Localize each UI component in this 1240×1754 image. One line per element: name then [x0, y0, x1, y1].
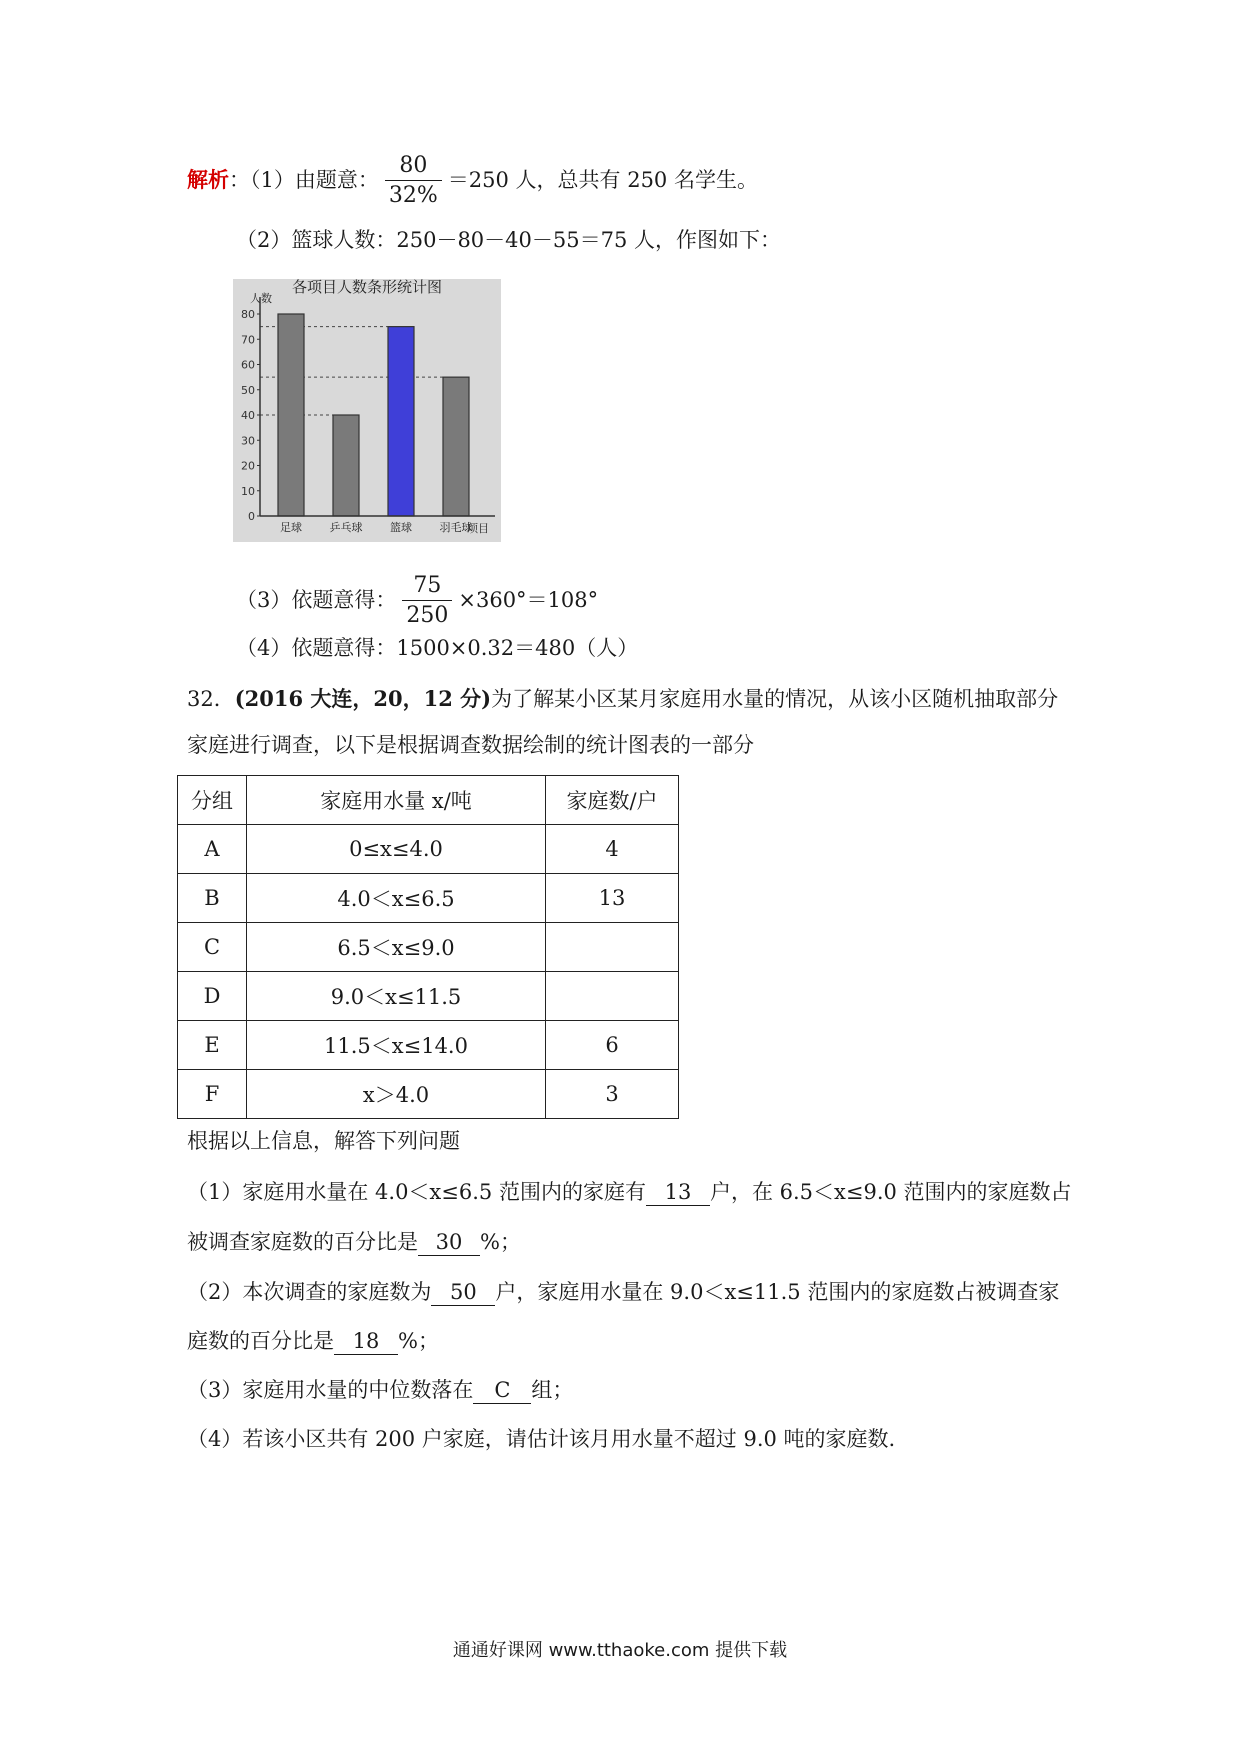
question-text: %；	[398, 1329, 439, 1353]
table-cell	[546, 972, 679, 1021]
analysis-p3-suffix: ×360°＝108°	[458, 588, 599, 612]
chart-y-tick-label: 70	[241, 333, 255, 347]
analysis-line-2: （2）篮球人数：250－80－40－55＝75 人，作图如下：	[236, 228, 782, 252]
table-header-cell: 分组	[178, 776, 247, 825]
chart-xlabel: 项目	[467, 522, 489, 535]
fraction-80-over-32pct	[385, 152, 442, 211]
fraction-75-over-250	[402, 572, 452, 631]
chart-y-tick-label: 10	[241, 484, 255, 498]
question-3	[187, 1375, 573, 1405]
table-cell: 4.0＜x≤6.5	[247, 874, 546, 923]
analysis-p3-prefix: （3）依题意得：	[236, 588, 397, 612]
answer-blank: 18	[334, 1328, 398, 1355]
chart-bar	[443, 377, 469, 516]
chart-title: 各项目人数条形统计图	[291, 279, 443, 296]
problem-32-line-1	[187, 684, 1058, 714]
chart-y-tick-label: 20	[241, 459, 255, 473]
table-row	[178, 874, 679, 923]
analysis-line-3	[236, 572, 598, 631]
question-2-line-1	[187, 1277, 1059, 1307]
table-cell: 3	[546, 1070, 679, 1119]
problem-number: 32．	[187, 687, 235, 711]
question-1-line-1	[187, 1177, 1072, 1207]
chart-bar	[278, 314, 304, 516]
chart-category-label: 篮球	[390, 521, 412, 534]
chart-y-tick-label: 50	[241, 383, 255, 397]
table-cell: 0≤x≤4.0	[247, 825, 546, 874]
question-text: 庭数的百分比是	[187, 1329, 334, 1353]
bar-chart	[233, 279, 501, 542]
chart-bar	[333, 415, 359, 516]
chart-ylabel: 人数	[250, 292, 272, 305]
table-row	[178, 1021, 679, 1070]
table-row	[178, 923, 679, 972]
table-cell: 13	[546, 874, 679, 923]
fraction-numerator: 75	[413, 573, 442, 598]
table-row	[178, 972, 679, 1021]
fraction-numerator: 80	[399, 153, 428, 178]
table-cell: E	[178, 1021, 247, 1070]
question-1-line-2	[187, 1227, 521, 1257]
table-header-row	[178, 776, 679, 825]
table-cell: F	[178, 1070, 247, 1119]
table-row	[178, 825, 679, 874]
question-2-line-2	[187, 1326, 439, 1356]
table-cell	[546, 923, 679, 972]
chart-y-tick-label: 40	[241, 409, 255, 422]
analysis-line-1	[187, 152, 758, 211]
answer-blank: 50	[431, 1279, 495, 1306]
analysis-line-4: （4）依题意得：1500×0.32＝480（人）	[236, 636, 639, 660]
table-cell: x＞4.0	[247, 1070, 546, 1119]
analysis-label: 解析	[187, 167, 229, 192]
table-header-cell: 家庭用水量 x/吨	[247, 776, 546, 825]
answer-blank: 13	[646, 1179, 710, 1206]
water-usage-table	[177, 775, 679, 1119]
table-cell: B	[178, 874, 247, 923]
fraction-denominator: 32%	[385, 180, 442, 211]
table-cell: 6	[546, 1021, 679, 1070]
question-text: （3）家庭用水量的中位数落在	[187, 1378, 474, 1402]
table-cell: 6.5＜x≤9.0	[247, 923, 546, 972]
table-cell: 9.0＜x≤11.5	[247, 972, 546, 1021]
chart-category-label: 乒乓球	[329, 521, 363, 534]
question-text: （2）本次调查的家庭数为	[187, 1280, 432, 1304]
question-text: 户，家庭用水量在 9.0＜x≤11.5 范围内的家庭数占被调查家	[495, 1280, 1060, 1304]
fraction-denominator: 250	[402, 600, 452, 631]
question-text: 被调查家庭数的百分比是	[187, 1230, 418, 1254]
chart-y-tick-label: 80	[241, 308, 255, 321]
analysis-p1-prefix: ：（1）由题意：	[229, 168, 379, 192]
question-text: 户，在 6.5＜x≤9.0 范围内的家庭数占	[709, 1180, 1072, 1204]
chart-category-label: 羽毛球	[439, 521, 473, 534]
page-footer: 通通好课网 www.tthaoke.com 提供下载	[452, 1640, 788, 1661]
problem-32-line-2: 家庭进行调查，以下是根据调查数据绘制的统计图表的一部分	[187, 733, 754, 757]
table-cell: D	[178, 972, 247, 1021]
question-text: %；	[480, 1230, 521, 1254]
problem-text-1: 为了解某小区某月家庭用水量的情况，从该小区随机抽取部分	[491, 687, 1059, 711]
question-text: （1）家庭用水量在 4.0＜x≤6.5 范围内的家庭有	[187, 1180, 646, 1204]
answer-blank: 30	[418, 1229, 480, 1256]
answer-blank: C	[473, 1377, 531, 1404]
table-row	[178, 1070, 679, 1119]
table-cell: 11.5＜x≤14.0	[247, 1021, 546, 1070]
table-cell: A	[178, 825, 247, 874]
table-header-cell: 家庭数/户	[546, 776, 679, 825]
chart-y-tick-label: 60	[241, 358, 255, 372]
table-cell: 4	[546, 825, 679, 874]
analysis-p1-suffix: ＝250 人，总共有 250 名学生。	[447, 168, 758, 192]
problem-source: (2016 大连，20，12 分)	[234, 686, 492, 711]
question-text: 组；	[531, 1378, 574, 1402]
chart-category-label: 足球	[280, 521, 302, 534]
table-cell: C	[178, 923, 247, 972]
question-4: （4）若该小区共有 200 户家庭，请估计该月用水量不超过 9.0 吨的家庭数.	[187, 1427, 896, 1451]
questions-intro: 根据以上信息，解答下列问题	[187, 1129, 460, 1153]
chart-y-tick-label: 0	[248, 510, 255, 523]
chart-bar	[388, 327, 414, 516]
chart-y-tick-label: 30	[241, 434, 255, 448]
